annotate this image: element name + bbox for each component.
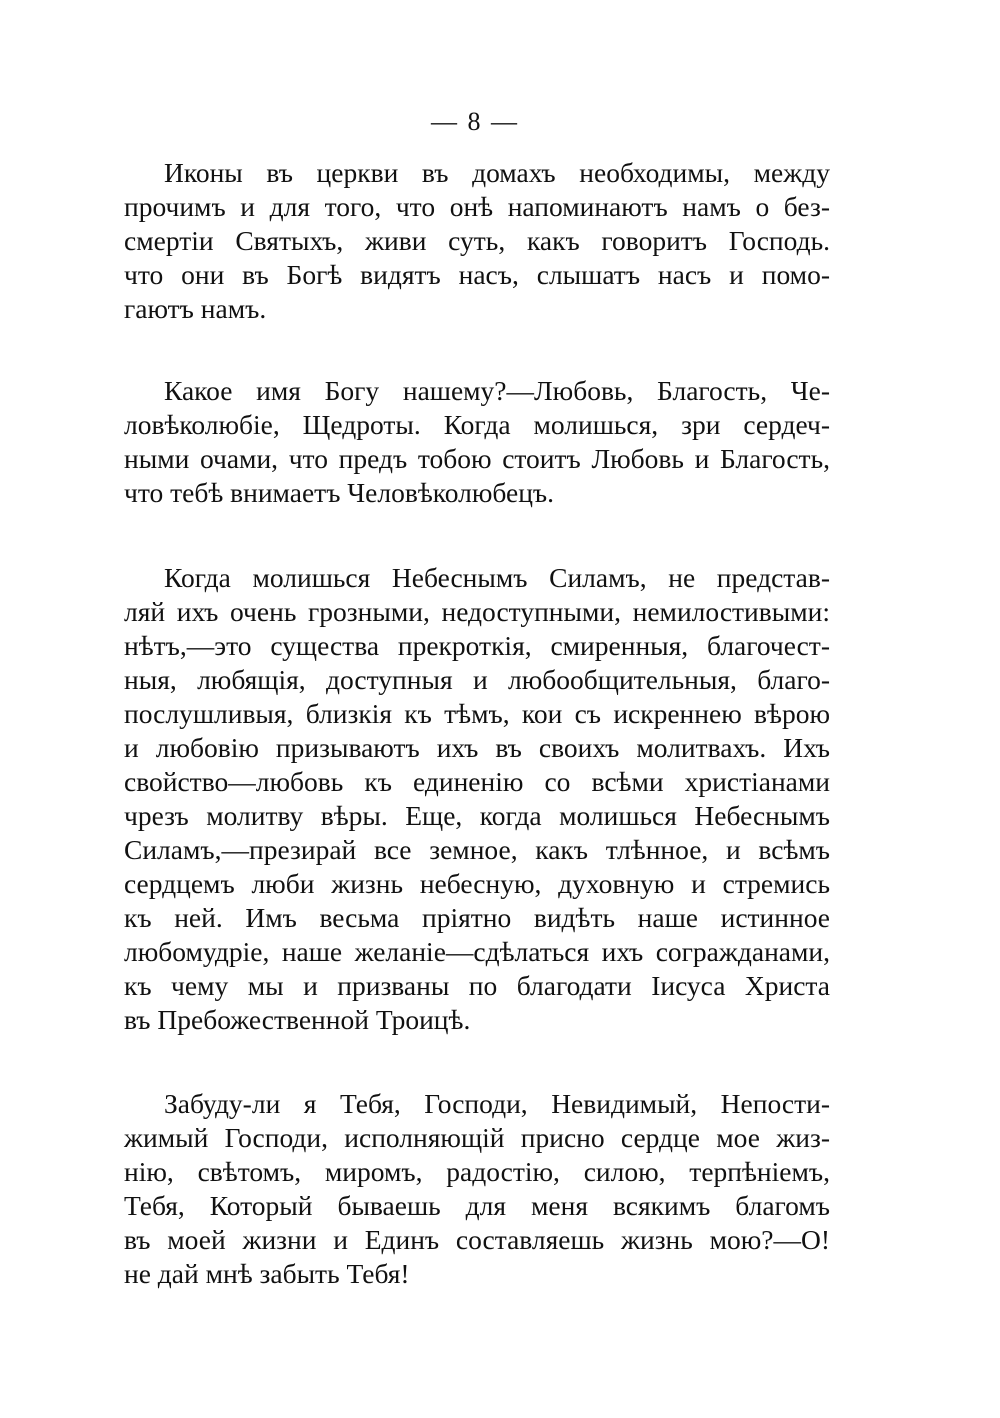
text-line: что тебѣ внимаетъ Человѣколюбецъ. (124, 477, 555, 508)
paragraph-forget-thee (124, 1087, 830, 1291)
text-line: Тебя, Который бываешь для меня всякимъ благомъ (124, 1190, 830, 1221)
text-line: ловѣколюбіе, Щедроты. Когда молишься, зри сердеч- (124, 409, 830, 440)
text-line: ныя, любящія, доступныя и любообщительныя, благо- (124, 664, 830, 695)
text-line: смертіи Святыхъ, живи суть, какъ говоритъ Господь. (124, 225, 830, 256)
text-line: гаютъ намъ. (124, 293, 267, 324)
text-line: сердцемъ люби жизнь небесную, духовную и стремись (124, 868, 830, 899)
text-line: въ моей жизни и Единъ составляешь жизнь мою?—О! (124, 1224, 830, 1255)
text-line: Иконы въ церкви въ домахъ необходимы, между (164, 157, 830, 188)
text-line: къ ней. Имъ весьма пріятно видѣть наше истинное (124, 902, 830, 933)
text-line: прочимъ и для того, что онѣ напоминаютъ намъ о без- (124, 191, 830, 222)
text-line: къ чему мы и призваны по благодати Іисуса Христа (124, 970, 830, 1001)
text-line: послушливыя, близкія къ тѣмъ, кои съ искреннею вѣрою (124, 698, 830, 729)
text-line: и любовію призываютъ ихъ въ своихъ молитвахъ. Ихъ (124, 732, 830, 763)
paragraph-heavenly-powers (124, 561, 830, 1037)
text-line: Забуду-ли я Тебя, Господи, Невидимый, Непости- (164, 1088, 830, 1119)
text-line: не дай мнѣ забыть Тебя! (124, 1258, 410, 1289)
text-line: нію, свѣтомъ, миромъ, радостію, силою, терпѣніемъ, (124, 1156, 830, 1187)
text-line: ляй ихъ очень грозными, недоступными, немилостивыми: (124, 596, 830, 627)
text-line: въ Пребожественной Троицѣ. (124, 1004, 471, 1035)
text-line: жимый Господи, исполняющій присно сердце мое жиз- (124, 1122, 830, 1153)
text-line: любомудріе, наше желаніе—сдѣлаться ихъ согражданами, (124, 936, 830, 967)
page-number: — 8 — (431, 107, 519, 136)
text-line: чрезъ молитву вѣры. Еще, когда молишься Небеснымъ (124, 800, 830, 831)
paragraph-name-of-god (124, 374, 830, 510)
text-line: Когда молишься Небеснымъ Силамъ, не представ- (164, 562, 830, 593)
text-line: что они въ Богѣ видятъ насъ, слышатъ насъ и помо- (124, 259, 830, 290)
text-line: Какое имя Богу нашему?—Любовь, Благость, Че- (164, 375, 830, 406)
text-line: ными очами, что предъ тобою стоитъ Любовь и Благость, (124, 443, 830, 474)
text-line: свойство—любовь къ единенію со всѣми христіанами (124, 766, 830, 797)
paragraph-icons (124, 156, 830, 326)
text-line: Силамъ,—презирай все земное, какъ тлѣнное, и всѣмъ (124, 834, 830, 865)
text-line: нѣтъ,—это существа прекроткія, смиренныя, благочест- (124, 630, 830, 661)
